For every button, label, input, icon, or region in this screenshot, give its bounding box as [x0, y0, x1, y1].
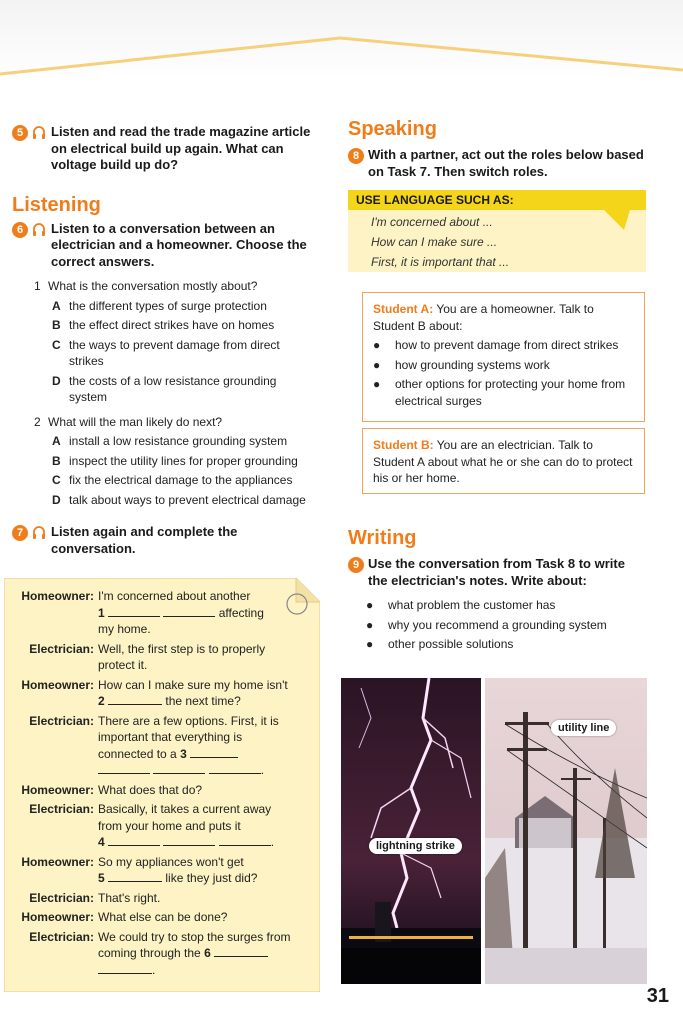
blank-5-input[interactable]: [108, 871, 162, 882]
speaker-label: Electrician:: [29, 641, 94, 656]
answer-option[interactable]: [52, 317, 317, 334]
language-phrase: First, it is important that ...: [371, 255, 510, 269]
language-box: [348, 190, 646, 272]
dialogue-turn: [8, 854, 310, 887]
dialogue-turn: Electrician: We could try to stop the surges from coming through the 6 .: [8, 929, 310, 979]
student-b-label: Student B:: [373, 438, 434, 452]
lightning-image: [341, 678, 481, 984]
task-8: [348, 147, 648, 180]
writing-heading: Writing: [348, 527, 417, 549]
dialogue-text: I'm concerned about another: [98, 589, 251, 603]
question-number: 1: [34, 279, 41, 293]
speaker-label: Homeowner:: [21, 910, 94, 924]
headphones-icon[interactable]: [32, 525, 46, 541]
student-a-intro: You are a homeowner. Talk to Student B about:: [373, 302, 594, 333]
task-7: [12, 524, 317, 557]
task-5-instruction: Listen and read the trade magazine article on electrical build up again. What can voltage build up do?: [51, 124, 311, 172]
task-6: [12, 221, 317, 271]
dialogue-turn: [8, 677, 310, 710]
answer-option[interactable]: [52, 472, 317, 489]
writing-bullet: ● why you recommend a grounding system: [366, 617, 607, 632]
speaking-heading: Speaking: [348, 118, 437, 140]
student-b-card: [362, 428, 645, 494]
answer-option[interactable]: [52, 298, 317, 315]
right-column: [348, 118, 648, 180]
lightning-photo: [341, 678, 481, 984]
question-number: 2: [34, 414, 41, 429]
bullet-text: how grounding systems work: [395, 357, 550, 372]
speaker-label: Electrician:: [29, 929, 94, 944]
option-text: the costs of a low resistance grounding system: [69, 373, 277, 404]
dialogue-lines: [8, 588, 310, 981]
blank-number: 2: [98, 694, 105, 708]
top-decorative-band: [0, 0, 683, 80]
dialogue-text: We could try to stop the surges from coming through the: [98, 929, 291, 960]
blank-4-input[interactable]: [219, 835, 271, 846]
blank-4-input[interactable]: [108, 835, 160, 846]
student-b-text: You are an electrician. Talk to Student A about what he or she can do to protect his or her home.: [373, 438, 633, 485]
answer-option[interactable]: [52, 453, 317, 470]
writing-section: [348, 527, 648, 653]
speech-pointer: [604, 210, 630, 230]
dialogue-turn: [8, 782, 310, 799]
speaker-label: Homeowner:: [21, 782, 94, 797]
role-bullet: ● how grounding systems work: [373, 357, 550, 372]
dialogue-text: What does that do?: [98, 782, 203, 797]
blank-6-input[interactable]: [214, 946, 268, 957]
task-6-instruction: Listen to a conversation between an electrician and a homeowner. Choose the correct answers.: [51, 220, 307, 269]
bullet-text: why you recommend a grounding system: [388, 617, 607, 632]
blank-number: 1: [98, 605, 105, 620]
lightning-caption: lightning strike: [369, 838, 462, 854]
bullet-text: other options for protecting your home from electrical surges: [395, 377, 626, 408]
task-number-badge: 5: [12, 125, 28, 141]
blank-number: 3: [180, 746, 187, 761]
blank-3-input[interactable]: [153, 763, 205, 774]
option-letter: D: [52, 373, 61, 388]
dialogue-text: the next time?: [165, 694, 241, 708]
task-8-instruction: With a partner, act out the roles below based on Task 7. Then switch roles.: [368, 147, 644, 179]
dialogue-turn: Electrician: Basically, it takes a current away from your home and puts it 4 .: [8, 801, 310, 851]
headphones-icon[interactable]: [32, 125, 46, 141]
question-text: What is the conversation mostly about?: [48, 279, 258, 293]
blank-6-input[interactable]: [98, 963, 152, 974]
speaker-label: Electrician:: [29, 890, 94, 905]
language-box-heading: USE LANGUAGE SUCH AS:: [348, 190, 646, 210]
task-5: [12, 124, 317, 174]
option-text: inspect the utility lines for proper grounding: [69, 453, 298, 468]
question-text: What will the man likely do next?: [48, 414, 223, 429]
speaker-label: Homeowner:: [21, 589, 94, 603]
answer-option[interactable]: [52, 492, 317, 509]
speaker-label: Homeowner:: [21, 854, 94, 869]
dialogue-text: How can I make sure my home isn't: [98, 677, 288, 692]
blank-1-input[interactable]: [163, 606, 215, 617]
answer-option[interactable]: [52, 373, 317, 406]
bullet-text: how to prevent damage from direct strikes: [395, 338, 619, 352]
option-letter: A: [52, 434, 61, 448]
utility-line-photo: [485, 678, 647, 984]
dialogue-turn: [8, 890, 310, 907]
language-phrase: I'm concerned about ...: [371, 215, 493, 229]
question-1: [12, 278, 317, 406]
task-number-badge: 6: [12, 222, 28, 238]
task-number-badge: 9: [348, 557, 364, 573]
writing-bullet: ● what problem the customer has: [366, 598, 556, 612]
student-a-card: [362, 292, 645, 422]
blank-2-input[interactable]: [108, 694, 162, 705]
task-9: [348, 556, 648, 589]
question-2: [12, 414, 317, 509]
option-text: the ways to prevent damage from direct strikes: [69, 337, 280, 368]
option-text: install a low resistance grounding system: [69, 434, 288, 448]
option-letter: C: [52, 337, 61, 352]
conversation-note: [4, 578, 320, 992]
option-text: the different types of surge protection: [69, 298, 267, 313]
option-letter: A: [52, 298, 61, 313]
task-7-instruction: Listen again and complete the conversation.: [51, 524, 238, 556]
blank-3-input[interactable]: [98, 763, 150, 774]
blank-3-input[interactable]: [209, 763, 261, 774]
option-letter: B: [52, 318, 61, 332]
dialogue-turn: [8, 588, 310, 638]
page-number: 31: [646, 985, 669, 1007]
role-bullet: ● how to prevent damage from direct strikes: [373, 338, 619, 352]
speaker-label: Electrician:: [29, 802, 94, 816]
option-letter: B: [52, 453, 61, 468]
bullet-text: what problem the customer has: [388, 598, 556, 612]
role-bullet: ● other options for protecting your home from electrical surges: [373, 376, 634, 409]
speaker-label: Electrician:: [29, 713, 94, 728]
task-number-badge: 7: [12, 525, 28, 541]
dialogue-text: like they just did?: [165, 871, 258, 885]
dialogue-turn: Electrician: There are a few options. First, it is important that everything is connected to a 3 .: [8, 713, 310, 779]
headphones-icon[interactable]: [32, 222, 46, 238]
listening-heading: Listening: [12, 193, 101, 216]
dialogue-text: What else can be done?: [98, 910, 228, 924]
left-column: [12, 124, 317, 557]
dialogue-text: my home.: [98, 622, 151, 636]
option-text: talk about ways to prevent electrical damage: [69, 492, 306, 507]
student-a-label: Student A:: [373, 302, 434, 316]
bullet-text: other possible solutions: [388, 637, 514, 651]
dialogue-text: Well, the first step is to properly protect it.: [98, 641, 266, 672]
blank-3-input[interactable]: [190, 747, 238, 758]
utility-line-caption: utility line: [551, 720, 616, 736]
option-text: the effect direct strikes have on homes: [69, 318, 275, 332]
dialogue-text: affecting: [218, 605, 264, 620]
blank-1-input[interactable]: [108, 606, 160, 617]
task-number-badge: 8: [348, 148, 364, 164]
dialogue-turn: [8, 909, 310, 926]
answer-option[interactable]: [52, 433, 317, 450]
answer-option[interactable]: [52, 337, 317, 370]
speaker-label: Homeowner:: [21, 677, 94, 692]
blank-number: 6: [204, 946, 211, 960]
option-text: fix the electrical damage to the appliances: [69, 473, 293, 487]
option-letter: C: [52, 473, 61, 487]
language-phrase: How can I make sure ...: [371, 235, 498, 249]
dialogue-text: That's right.: [98, 890, 161, 905]
task-9-instruction: Use the conversation from Task 8 to write the electrician's notes. Write about:: [368, 556, 625, 588]
blank-4-input[interactable]: [163, 835, 215, 846]
blank-number: 4: [98, 835, 105, 849]
dialogue-text: Basically, it takes a current away from your home and puts it: [98, 802, 272, 833]
dialogue-turn: [8, 641, 310, 674]
dialogue-text: So my appliances won't get: [98, 854, 244, 869]
option-letter: D: [52, 492, 61, 507]
blank-number: 5: [98, 871, 105, 885]
writing-bullet: ● other possible solutions: [366, 637, 514, 651]
dialogue-text: There are a few options. First, it is important that everything is connected to a: [98, 713, 279, 761]
